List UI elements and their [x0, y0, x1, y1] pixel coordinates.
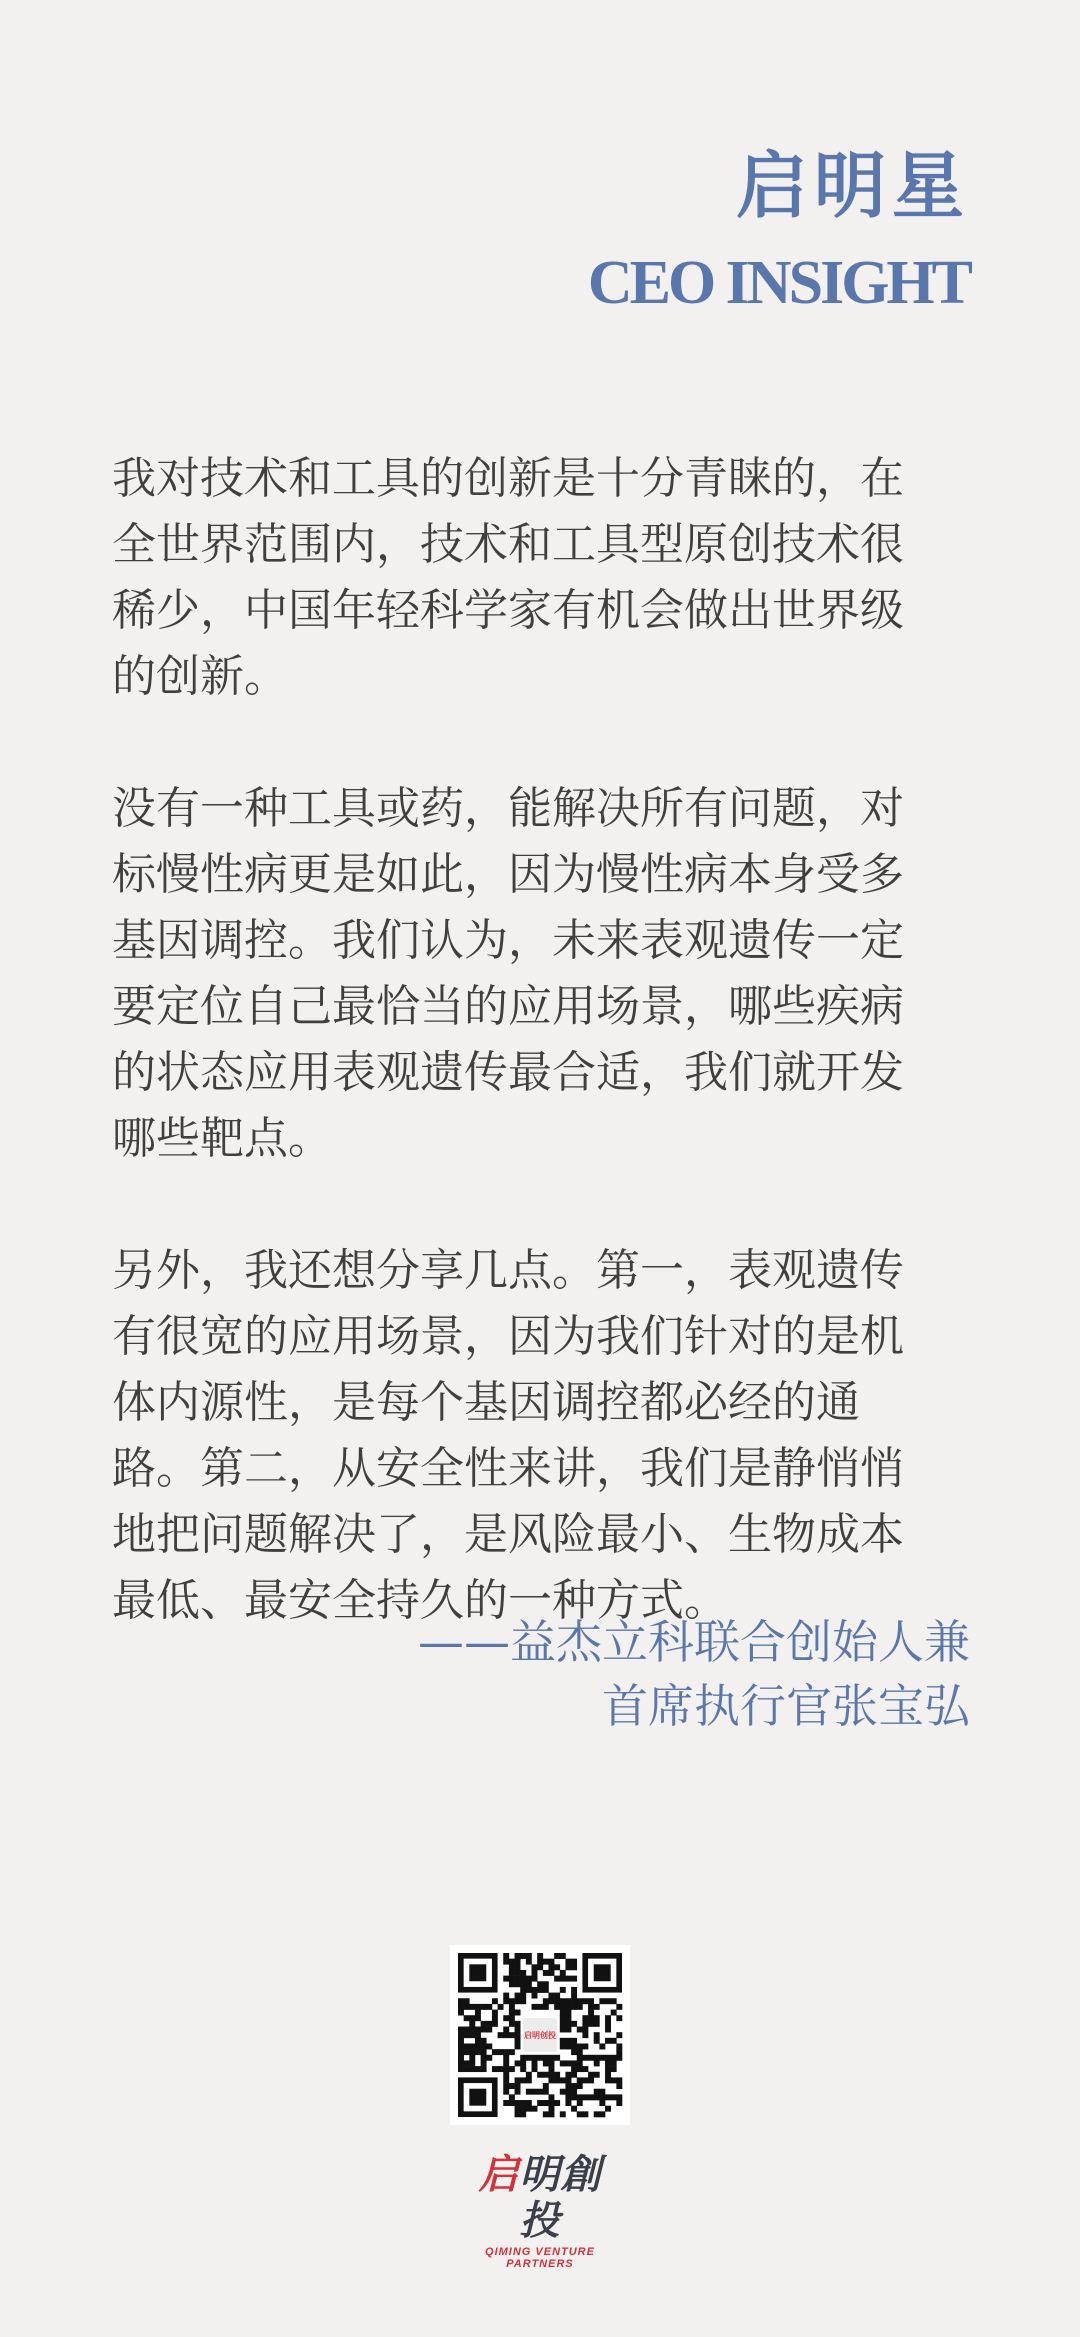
logo-chinese — [460, 2152, 620, 2244]
text-line: 我对技术和工具的创新是十分青睐的，在 — [112, 453, 904, 504]
qr-center-label: 启明创投 — [524, 2031, 556, 2040]
paragraph-2 — [112, 776, 970, 1172]
qr-code-graphic — [450, 1945, 630, 2125]
attribution-line-2: 首席执行官张宝弘 — [602, 1679, 970, 1733]
header — [587, 143, 970, 317]
text-line: 基因调控。我们认为，未来表观遗传一定 — [112, 915, 904, 966]
text-line: 哪些靶点。 — [112, 1113, 332, 1164]
text-line: 全世界范围内，技术和工具型原创技术很 — [112, 519, 904, 570]
text-line: 有很宽的应用场景，因为我们针对的是机 — [112, 1311, 904, 1362]
text-line: 地把问题解决了，是风险最小、生物成本 — [112, 1509, 904, 1560]
text-line: 稀少，中国年轻科学家有机会做出世界级 — [112, 585, 904, 636]
attribution — [418, 1610, 970, 1738]
text-line: 另外，我还想分享几点。第一，表观遗传 — [112, 1245, 904, 1296]
text-line: 路。第二，从安全性来讲，我们是静悄悄 — [112, 1443, 904, 1494]
paragraph-1 — [112, 446, 970, 710]
text-line: 没有一种工具或药，能解决所有问题，对 — [112, 783, 904, 834]
qr-code-icon — [450, 1945, 630, 2125]
brand-subtitle: CEO INSIGHT — [587, 249, 970, 317]
quote-body — [112, 446, 970, 1700]
text-line: 体内源性，是每个基因调控都必经的通 — [112, 1377, 860, 1428]
logo-english: QIMING VENTURE PARTNERS — [485, 2246, 595, 2270]
text-line: 标慢性病更是如此，因为慢性病本身受多 — [112, 849, 904, 900]
logo-red-char: 启 — [478, 2152, 520, 2198]
text-line: 最低、最安全持久的一种方式。 — [112, 1575, 728, 1626]
attribution-line-1: ——益杰立科联合创始人兼 — [418, 1615, 970, 1669]
brand-title: 启明星 — [735, 143, 970, 228]
text-line: 要定位自己最恰当的应用场景，哪些疾病 — [112, 981, 904, 1032]
qiming-logo — [460, 2152, 620, 2270]
paragraph-3 — [112, 1238, 970, 1634]
text-line: 的创新。 — [112, 651, 288, 702]
logo-rest-chars: 明創投 — [519, 2152, 602, 2244]
text-line: 的状态应用表观遗传最合适，我们就开发 — [112, 1047, 904, 1098]
